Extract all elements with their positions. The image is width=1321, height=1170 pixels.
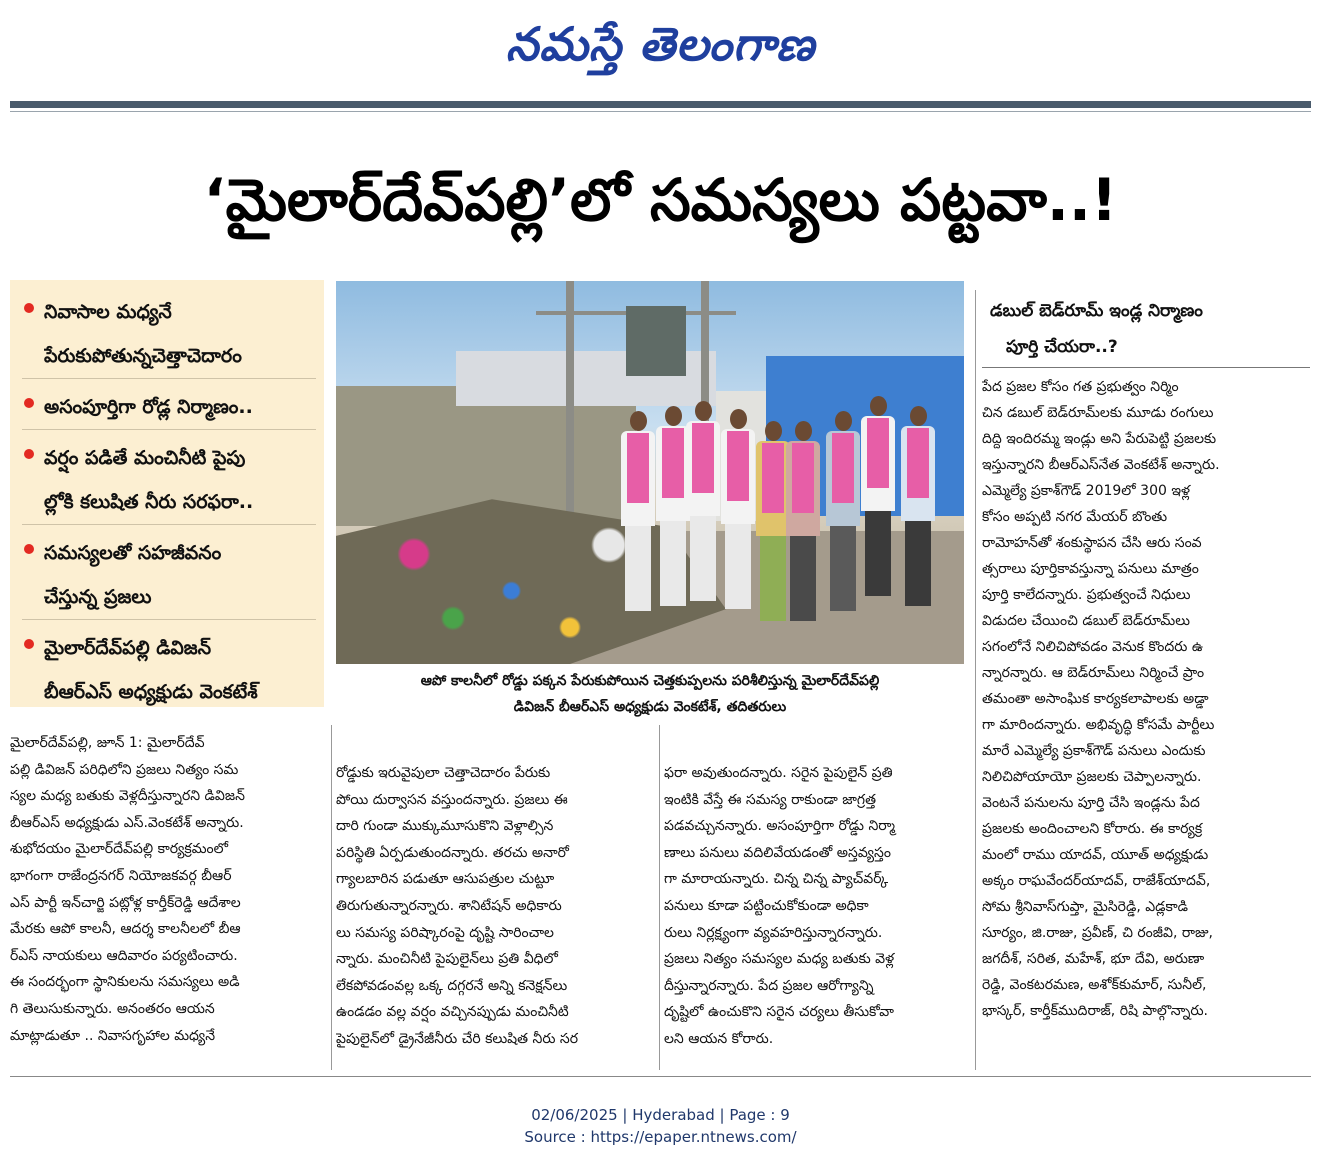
text-line: రులు నిర్లక్ష్యంగా వ్యవహరిస్తున్నారన్నారు. — [664, 924, 883, 941]
text-line: రోడ్డుకు ఇరువైపులా చెత్తాచెదారం పేరుకు — [336, 765, 551, 781]
text-line: ఈ సందర్భంగా స్థానికులను సమస్యలు అడి — [10, 974, 240, 991]
bullet-icon — [24, 398, 34, 408]
column-divider — [331, 725, 332, 1070]
text-line: పడవచ్చునన్నారు. అసంపూర్తిగా రోడ్డు నిర్మా — [664, 818, 895, 835]
text-line: ప్రజలు నిత్యం సమస్యల మధ్య బతుకు వెళ్ల — [664, 951, 895, 968]
highlight-line: మైలార్‌దేవ్‌పల్లి డివిజన్ — [44, 637, 212, 659]
text-line: దిద్ది ఇందిరమ్మ ఇండ్లు అని పేరుపెట్టి ప్రజలకు — [982, 431, 1217, 447]
masthead-title: నమస్తే తెలంగాణ — [505, 17, 816, 71]
column-divider — [659, 725, 660, 1070]
highlight-line: చేస్తున్న ప్రజలు — [44, 586, 152, 608]
highlight-line: పేరుకుపోతున్నచెత్తాచెదారం — [44, 345, 242, 367]
text-line: భాగంగా రాజేంద్రనగర్ నియోజకవర్గ బీఆర్ — [10, 867, 232, 884]
highlight-item — [22, 626, 316, 714]
footer-date-line: 02/06/2025 | Hyderabad | Page : 9 — [531, 1106, 790, 1124]
highlight-line: బీఆర్‌ఎస్ అధ్యక్షుడు వెంకటేశ్ — [44, 681, 258, 703]
masthead-rule — [10, 101, 1311, 108]
text-line: గ్యాలబారిన పడుతూ ఆసుపత్రుల చుట్టూ — [336, 871, 555, 888]
text-line: ఇంటికి వేస్తే ఈ సమస్య రాకుండా జాగ్రత్త — [664, 791, 876, 808]
text-line: ఎస్ పార్టీ ఇన్‌చార్జి పట్లోళ్ల కార్తీక్‌రెడ్డి ఆదేశాల — [10, 894, 241, 911]
text-line: శుభోదయం మైలార్‌దేవ్‌పల్లి కార్యక్రమంలో — [10, 841, 229, 858]
highlight-item — [22, 385, 316, 430]
text-line: స్యల మధ్య బతుకు వెళ్లదీస్తున్నారని డివిజన్ — [10, 788, 245, 805]
highlight-line: సమస్యలతో సహజీవనం — [44, 542, 222, 564]
highlight-line: నివాసాల మధ్యనే — [44, 301, 172, 323]
text-line: తమంతా అసాంఘిక కార్యకలాపాలకు అడ్డా — [982, 691, 1209, 707]
text-line: ఫరా అవుతుందన్నారు. సరైన పైపులైన్ ప్రతి — [664, 765, 893, 781]
text-line: కోసం అప్పటి నగర మేయర్ బొంతు — [982, 509, 1168, 525]
text-line: పేద ప్రజల కోసం గత ప్రభుత్వం నిర్మిం — [982, 379, 1179, 395]
article-column-1 — [10, 730, 328, 1070]
text-line: లు సమస్య పరిష్కారంపై దృష్టి సారించాల — [336, 924, 554, 941]
highlights-box — [10, 280, 324, 707]
sidebar-subhead: డబుల్ బెడ్‌రూమ్ ఇండ్ల నిర్మాణం — [990, 301, 1203, 321]
caption-line: డివిజన్ బీఆర్‌ఎస్ అధ్యక్షుడు వెంకటేశ్, తదితరులు — [513, 699, 787, 715]
news-photo — [336, 281, 964, 664]
text-line: మేరకు ఆపో కాలనీ, ఆదర్శ కాలనీలలో బీఆ — [10, 921, 241, 938]
text-line: అక్కం రాఘవేందర్‌యాదవ్, రాజేశ్‌యాదవ్, — [982, 873, 1211, 889]
text-line: పోయి దుర్వాసన వస్తుందన్నారు. ప్రజలు ఈ — [336, 791, 568, 808]
page-footer — [0, 1104, 1321, 1148]
text-line: వెంటనే పనులను పూర్తి చేసి ఇండ్లను పేద — [982, 795, 1200, 811]
text-line: పైపులైన్‌లో డ్రైనేజీనీరు చేరి కలుషిత నీరు సర — [336, 1030, 579, 1047]
text-line: మారే ఎమ్మెల్యే ప్రకాశ్‌గౌడ్ పనులు ఎందుకు — [982, 743, 1206, 759]
text-line: ర్‌ఎస్ నాయకులు ఆదివారం పర్యటించారు. — [10, 947, 238, 964]
text-line: సగంలోనే నిలిచిపోవడం వెనుక కొందరు ఉ — [982, 639, 1204, 655]
highlight-item — [22, 290, 316, 379]
text-line: దృష్టిలో ఉంచుకొని సరైన చర్యలు తీసుకోవా — [664, 1004, 894, 1021]
bullet-icon — [24, 303, 34, 313]
text-line: తిరుగుతున్నారన్నారు. శానిటేషన్ అధికారు — [336, 897, 562, 914]
text-line: సోమ శ్రీనివాస్‌గుప్తా, మైసిరెడ్డి, ఎడ్లకాడి — [982, 899, 1189, 915]
text-line: గి తెలుసుకున్నారు. అనంతరం ఆయన — [10, 1000, 215, 1017]
text-line: పల్లి డివిజన్ పరిధిలోని ప్రజలు నిత్యం సమ — [10, 761, 239, 778]
bottom-rule — [10, 1076, 1311, 1077]
text-line: రెడ్డి, వెంకటరమణ, అశోక్‌కుమార్, సునీల్, — [982, 977, 1207, 993]
text-line: లేకపోవడంవల్ల ఒక్క దగ్గరనే అన్ని కనెక్షన్‌లు — [336, 977, 568, 994]
bullet-icon — [24, 544, 34, 554]
text-line: ణాలు పనులు వదిలివేయడంతో అస్తవ్యస్తం — [664, 844, 891, 861]
text-line: జగదీశ్, సరిత, మహేశ్, భూ దేవి, అరుణా — [982, 951, 1205, 967]
text-line: ఎమ్మెల్యే ప్రకాశ్‌గౌడ్ 2019లో 300 ఇళ్ల — [982, 483, 1191, 499]
highlight-line: ల్లోకి కలుషిత నీరు సరఫరా.. — [44, 491, 254, 513]
masthead-rule-thin — [10, 111, 1311, 112]
text-line: గా మారాయన్నారు. చిన్న చిన్న ప్యాచ్‌వర్క్ — [664, 871, 889, 888]
sidebar-body — [982, 374, 1310, 1024]
text-line: న్నారన్నారు. ఆ బెడ్‌రూమ్‌లు నిర్మించే ప్రాం — [982, 665, 1205, 681]
text-line: చిన డబుల్ బెడ్‌రూమ్‌లకు మూడు రంగులు — [982, 405, 1214, 421]
text-line: న్నారు. మంచినీటి పైపులైన్‌లు ప్రతి వీధిలో — [336, 951, 558, 968]
text-line: దారి గుండా ముక్కుమూసుకొని వెళ్లాల్సిన — [336, 818, 554, 835]
article-column-3 — [664, 760, 970, 1100]
sidebar-article — [982, 293, 1310, 1073]
text-line: రామోహన్‌తో శంకుస్థాపన చేసి ఆరు సంవ — [982, 535, 1202, 551]
text-line: ప్రజలకు అందించాలని కోరారు. ఈ కార్యక్ర — [982, 821, 1203, 837]
text-line: బీఆర్‌ఎస్ అధ్యక్షుడు ఎస్.వెంకటేశ్ అన్నారు. — [10, 814, 244, 831]
text-line: ఉండడం వల్ల వర్షం వచ్చినప్పుడు మంచినీటి — [336, 1004, 569, 1021]
footer-source-line: Source : https://epaper.ntnews.com/ — [524, 1128, 797, 1146]
highlight-item — [22, 531, 316, 620]
text-line: మాట్లాడుతూ .. నివాసగృహాల మధ్యనే — [10, 1027, 216, 1044]
article-headline: ‘మైలార్‌దేవ్‌పల్లి’లో సమస్యలు పట్టవా..! — [203, 166, 1118, 234]
column-divider — [975, 290, 976, 1070]
bullet-icon — [24, 449, 34, 459]
photo-caption — [336, 668, 964, 720]
bullet-icon — [24, 639, 34, 649]
text-line: భాస్కర్, కార్తీక్‌ముదిరాజ్, రిషి పాల్గొన్నారు. — [982, 1003, 1208, 1019]
text-line: ఇస్తున్నారని బీఆర్‌ఎస్‌నేత వెంకటేశ్ అన్నారు. — [982, 457, 1220, 473]
text-line: పరిస్థితి ఏర్పడుతుందన్నారు. తరచు అనారో — [336, 844, 569, 861]
text-line: మంలో రాము యాదవ్, యూత్ అధ్యక్షుడు — [982, 847, 1209, 863]
text-line: లని ఆయన కోరారు. — [664, 1030, 774, 1047]
text-line: నిలిచిపోయాయో ప్రజలకు చెప్పాలన్నారు. — [982, 769, 1202, 785]
text-line: సూర్యం, జి.రాజు, ప్రవీణ్, చి రంజీవి, రాజు, — [982, 925, 1213, 941]
text-line: పనులు కూడా పట్టించుకోకుండా అధికా — [664, 897, 869, 914]
text-line: దీస్తున్నారన్నారు. పేద ప్రజల ఆరోగ్యాన్ని — [664, 977, 874, 994]
highlight-item — [22, 436, 316, 525]
text-line: విడుదల చేయించి డబుల్ బెడ్‌రూమ్‌లు — [982, 613, 1191, 629]
text-line: త్సరాలు పూర్తికావస్తున్నా పనులు మాత్రం — [982, 561, 1199, 577]
divider — [982, 367, 1310, 368]
article-column-2 — [336, 760, 654, 1100]
highlight-line: వర్షం పడితే మంచినీటి పైపు — [44, 447, 246, 469]
sidebar-subhead: పూర్తి చేయరా..? — [1006, 337, 1118, 357]
text-line: మైలార్‌దేవ్‌పల్లి, జూన్ 1: మైలార్‌దేవ్ — [10, 735, 205, 751]
highlight-line: అసంపూర్తిగా రోడ్ల నిర్మాణం.. — [44, 396, 253, 418]
text-line: గా మారిందన్నారు. అభివృద్ధి కోసమే పార్టీలు — [982, 717, 1215, 733]
caption-line: ఆపో కాలనీలో రోడ్డు పక్కన పేరుకుపోయిన చెత్తకుప్పలను పరిశీలిస్తున్న మైలార్‌దేవ్‌పల్లి — [420, 673, 880, 689]
text-line: పూర్తి కాలేదన్నారు. ప్రభుత్వంచే నిధులు — [982, 587, 1191, 603]
